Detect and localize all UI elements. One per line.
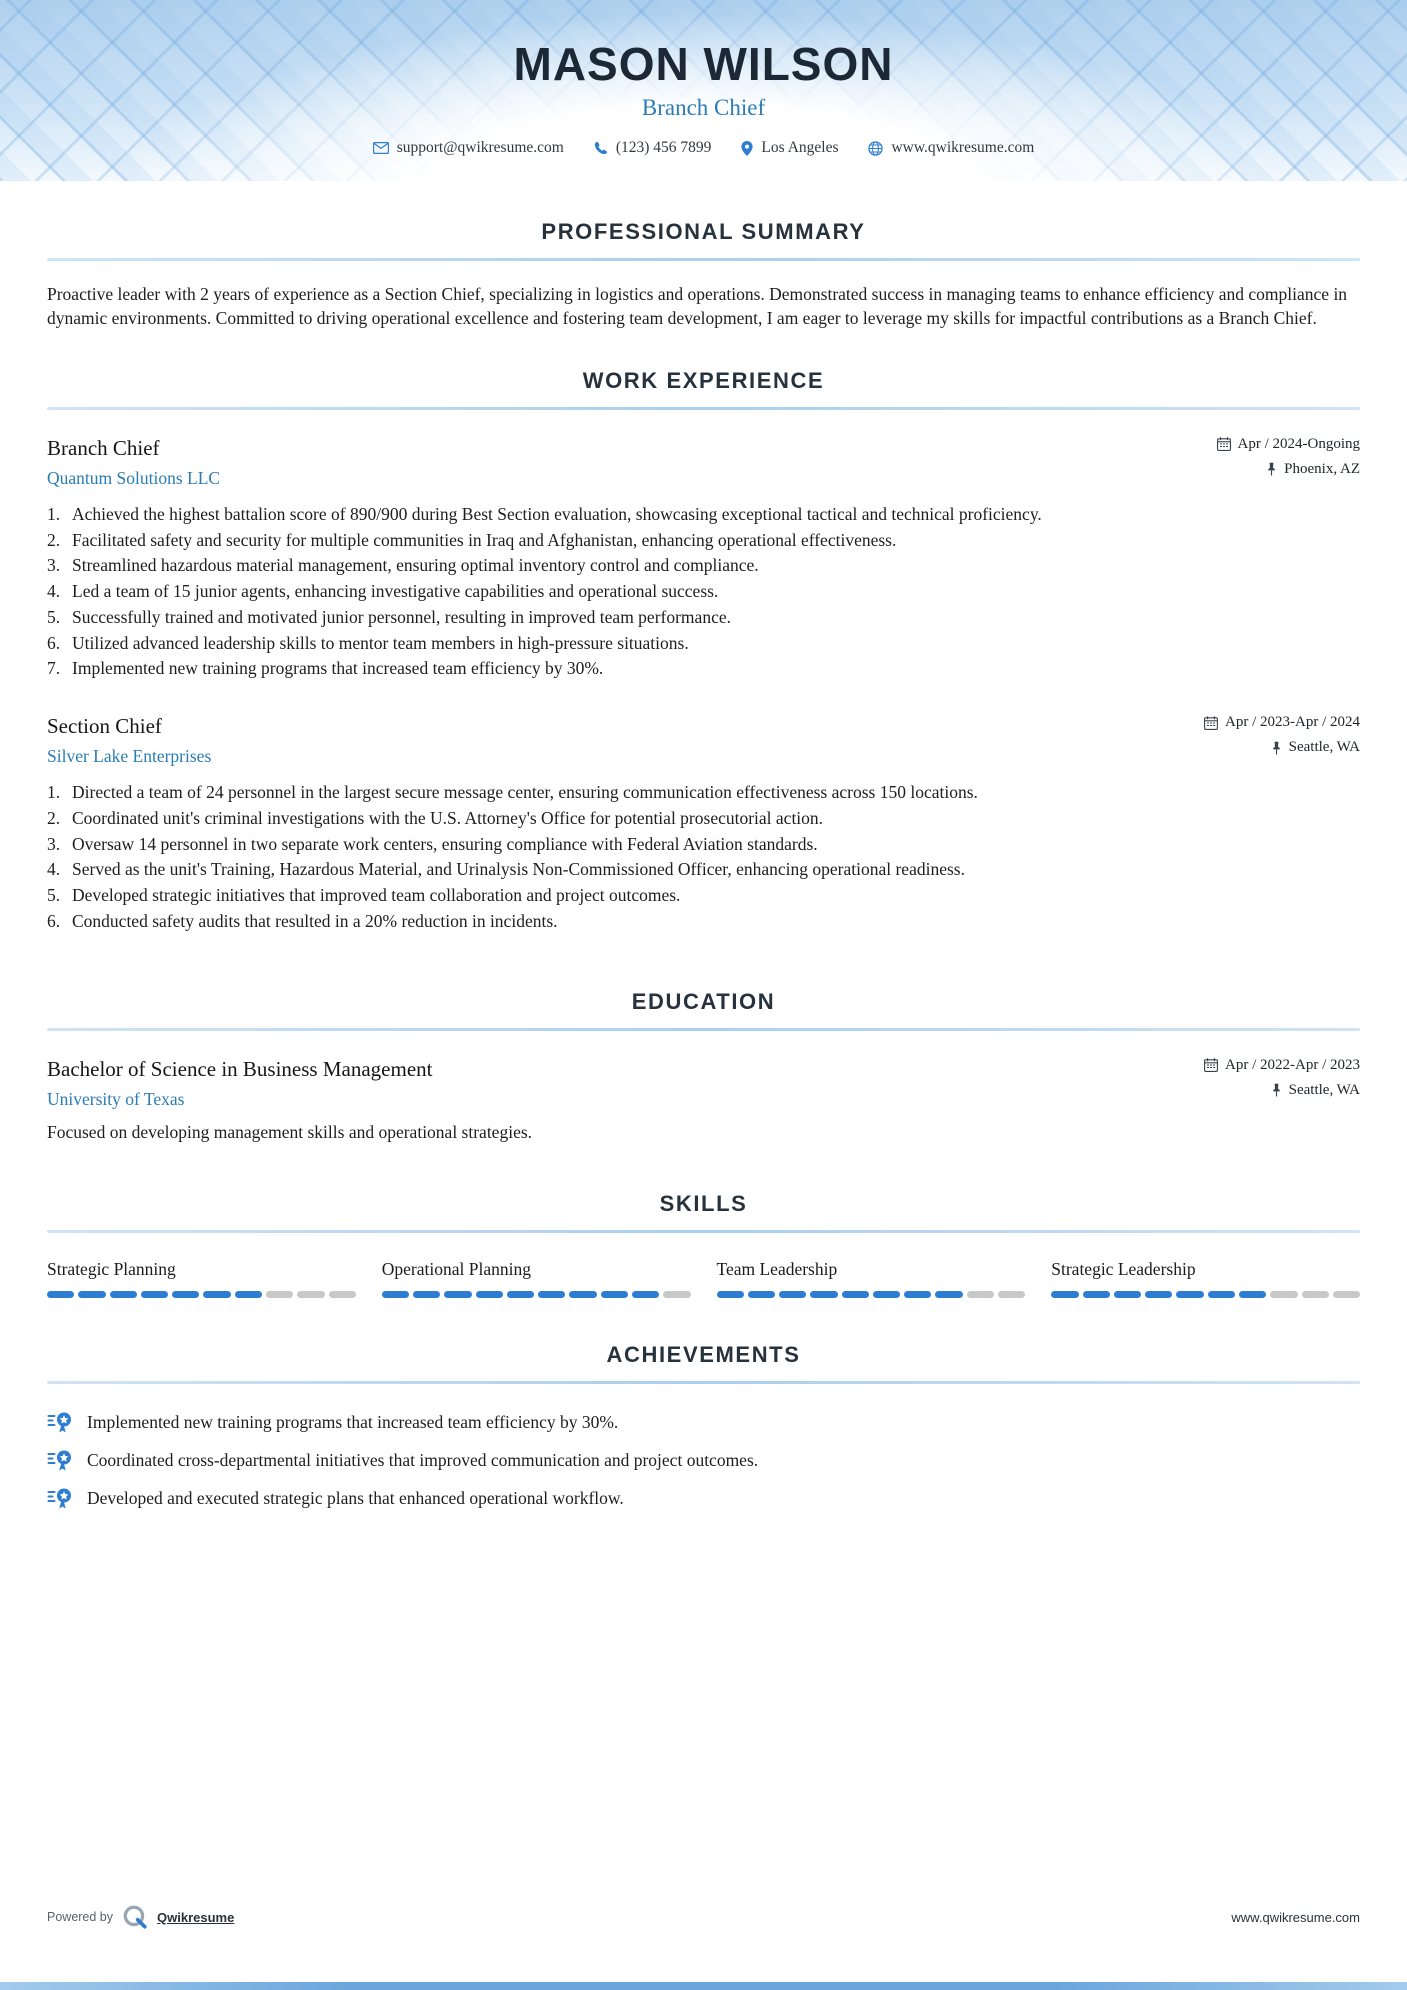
contact-email-text: support@qwikresume.com: [396, 139, 564, 157]
skill-level-bar: [47, 1291, 356, 1298]
job-location-text: Phoenix, AZ: [1284, 460, 1360, 477]
job-bullet: Successfully trained and motivated junior personnel, resulting in improved team performance.: [72, 606, 731, 627]
contact-phone-text: (123) 456 7899: [615, 139, 712, 157]
education-degree: Bachelor of Science in Business Management: [47, 1056, 433, 1081]
job-location: [1204, 739, 1360, 756]
job-title: Branch Chief: [47, 435, 160, 460]
job-bullet: Served as the unit's Training, Hazardous Material, and Urinalysis Non-Commissioned Officer, enhancing operational readiness.: [72, 859, 965, 880]
skill-name: Team Leadership: [716, 1258, 838, 1279]
job-location-text: Seattle, WA: [1288, 739, 1360, 756]
job-title-block: [47, 714, 211, 767]
work-heading: WORK EXPERIENCE: [582, 367, 825, 393]
job-bullet-list: [47, 781, 1360, 933]
contact-website-text: www.qwikresume.com: [891, 139, 1035, 157]
award-icon: [47, 1448, 75, 1473]
job-bullet: Coordinated unit's criminal investigations with the U.S. Attorney's Office for potential prosecutorial action.: [72, 807, 824, 828]
skill-item: [47, 1259, 356, 1298]
skill-name: Strategic Leadership: [1051, 1258, 1196, 1279]
bottom-accent-bar: [0, 1982, 1407, 1990]
envelope-icon: [373, 142, 389, 154]
resume-header: [0, 0, 1407, 181]
resume-body: [0, 181, 1407, 1510]
candidate-name: MASON WILSON: [513, 38, 894, 90]
footer-branding: [47, 1904, 234, 1930]
job-bullet: Achieved the highest battalion score of 890/900 during Best Section evaluation, showcasing exceptional tactical and technical proficiency.: [72, 503, 1042, 524]
achievement-item: [47, 1486, 1360, 1511]
calendar-icon: [1204, 716, 1218, 730]
achievement-text: Coordinated cross-departmental initiatives that improved communication and project outcomes.: [87, 1449, 759, 1470]
section-divider: [47, 258, 1360, 261]
achievement-text: Developed and executed strategic plans that enhanced operational workflow.: [87, 1487, 624, 1508]
contact-phone: [594, 139, 712, 157]
education-dates: [1204, 1057, 1360, 1074]
skill-name: Operational Planning: [381, 1258, 531, 1279]
job-entry: [47, 714, 1360, 933]
skill-item: [382, 1259, 691, 1298]
powered-by-label: Powered by: [47, 1910, 114, 1924]
job-dates: [1217, 436, 1361, 453]
education-description: Focused on developing management skills and operational strategies.: [47, 1121, 533, 1142]
education-heading: EDUCATION: [631, 988, 776, 1014]
education-header: [47, 1057, 1360, 1110]
education-meta: [1204, 1057, 1360, 1107]
section-work-experience: [47, 368, 1360, 933]
job-dates: [1204, 714, 1360, 731]
job-header: [47, 436, 1360, 489]
qwikresume-link[interactable]: Qwikresume: [157, 1909, 235, 1925]
job-bullet: Led a team of 15 junior agents, enhancing investigative capabilities and operational success.: [72, 581, 719, 602]
education-dates-text: Apr / 2022-Apr / 2023: [1225, 1056, 1360, 1073]
education-location-text: Seattle, WA: [1288, 1081, 1360, 1098]
phone-icon: [594, 141, 608, 155]
skill-level-bar: [1051, 1291, 1360, 1298]
job-meta: [1217, 436, 1361, 486]
achievement-text: Implemented new training programs that increased team efficiency by 30%.: [87, 1411, 619, 1432]
page-footer: [0, 1904, 1407, 1930]
job-dates-text: Apr / 2023-Apr / 2024: [1225, 714, 1360, 731]
job-bullet: Directed a team of 24 personnel in the largest secure message center, ensuring communication effectiveness across 150 locations.: [72, 782, 978, 803]
job-bullet-list: [47, 503, 1360, 680]
skills-grid: [47, 1259, 1360, 1298]
section-divider: [47, 1381, 1360, 1384]
globe-icon: [868, 141, 883, 156]
job-bullet: Streamlined hazardous material management, ensuring optimal inventory control and compliance.: [72, 555, 759, 576]
job-header: [47, 714, 1360, 767]
job-location: [1217, 461, 1361, 478]
skill-name: Strategic Planning: [47, 1258, 176, 1279]
job-bullet: Implemented new training programs that increased team efficiency by 30%.: [72, 658, 604, 679]
job-bullet: Developed strategic initiatives that improved team collaboration and project outcomes.: [72, 885, 681, 906]
education-title-block: [47, 1057, 432, 1110]
achievement-item: [47, 1448, 1360, 1473]
candidate-title: Branch Chief: [641, 95, 766, 121]
summary-heading: PROFESSIONAL SUMMARY: [541, 219, 866, 245]
contact-email[interactable]: [373, 139, 564, 157]
contact-location: [741, 139, 838, 157]
pushpin-icon: [1271, 741, 1282, 755]
pushpin-icon: [1271, 1083, 1282, 1097]
job-title-block: [47, 436, 220, 489]
map-pin-icon: [741, 141, 753, 156]
section-divider: [47, 407, 1360, 410]
job-meta: [1204, 714, 1360, 764]
award-icon: [47, 1410, 75, 1435]
calendar-icon: [1217, 437, 1231, 451]
skill-item: [1051, 1259, 1360, 1298]
summary-text: Proactive leader with 2 years of experience as a Section Chief, specializing in logistics and operations. Demonstrated success in managing teams to enhance efficiency and compliance in dynamic environments. Committed to driving operational excellence and fostering team development, I am eager to leverage my skills for impactful contributions as a Branch Chief.: [47, 284, 1348, 328]
contact-location-text: Los Angeles: [761, 139, 839, 157]
section-divider: [47, 1230, 1360, 1233]
calendar-icon: [1204, 1058, 1218, 1072]
award-icon: [47, 1486, 75, 1511]
job-bullet: Conducted safety audits that resulted in a 20% reduction in incidents.: [72, 910, 558, 931]
pushpin-icon: [1266, 462, 1277, 476]
job-title: Section Chief: [47, 714, 162, 739]
section-professional-summary: [47, 219, 1360, 330]
job-bullet: Utilized advanced leadership skills to mentor team members in high-pressure situations.: [72, 632, 689, 653]
achievement-item: [47, 1410, 1360, 1435]
job-bullet: Facilitated safety and security for multiple communities in Iraq and Afghanistan, enhancing operational effectiveness.: [72, 529, 897, 550]
job-bullet: Oversaw 14 personnel in two separate work centers, ensuring compliance with Federal Aviation standards.: [72, 833, 818, 854]
education-school: University of Texas: [47, 1088, 185, 1109]
achievements-heading: ACHIEVEMENTS: [606, 1341, 801, 1367]
education-entry: [47, 1057, 1360, 1143]
education-location: [1204, 1082, 1360, 1099]
job-dates-text: Apr / 2024-Ongoing: [1237, 435, 1360, 452]
job-entry: [47, 436, 1360, 680]
job-company: Quantum Solutions LLC: [47, 467, 221, 488]
section-education: [47, 989, 1360, 1143]
job-company: Silver Lake Enterprises: [47, 746, 212, 767]
contact-row: [47, 139, 1360, 157]
contact-website[interactable]: [868, 139, 1034, 157]
footer-website[interactable]: www.qwikresume.com: [1231, 1909, 1360, 1925]
section-skills: [47, 1191, 1360, 1298]
achievements-list: [47, 1410, 1360, 1511]
section-achievements: [47, 1342, 1360, 1511]
skill-level-bar: [382, 1291, 691, 1298]
section-divider: [47, 1028, 1360, 1031]
skill-level-bar: [717, 1291, 1026, 1298]
skill-item: [717, 1259, 1026, 1298]
skills-heading: SKILLS: [659, 1190, 748, 1216]
qwikresume-logo: [122, 1904, 148, 1930]
